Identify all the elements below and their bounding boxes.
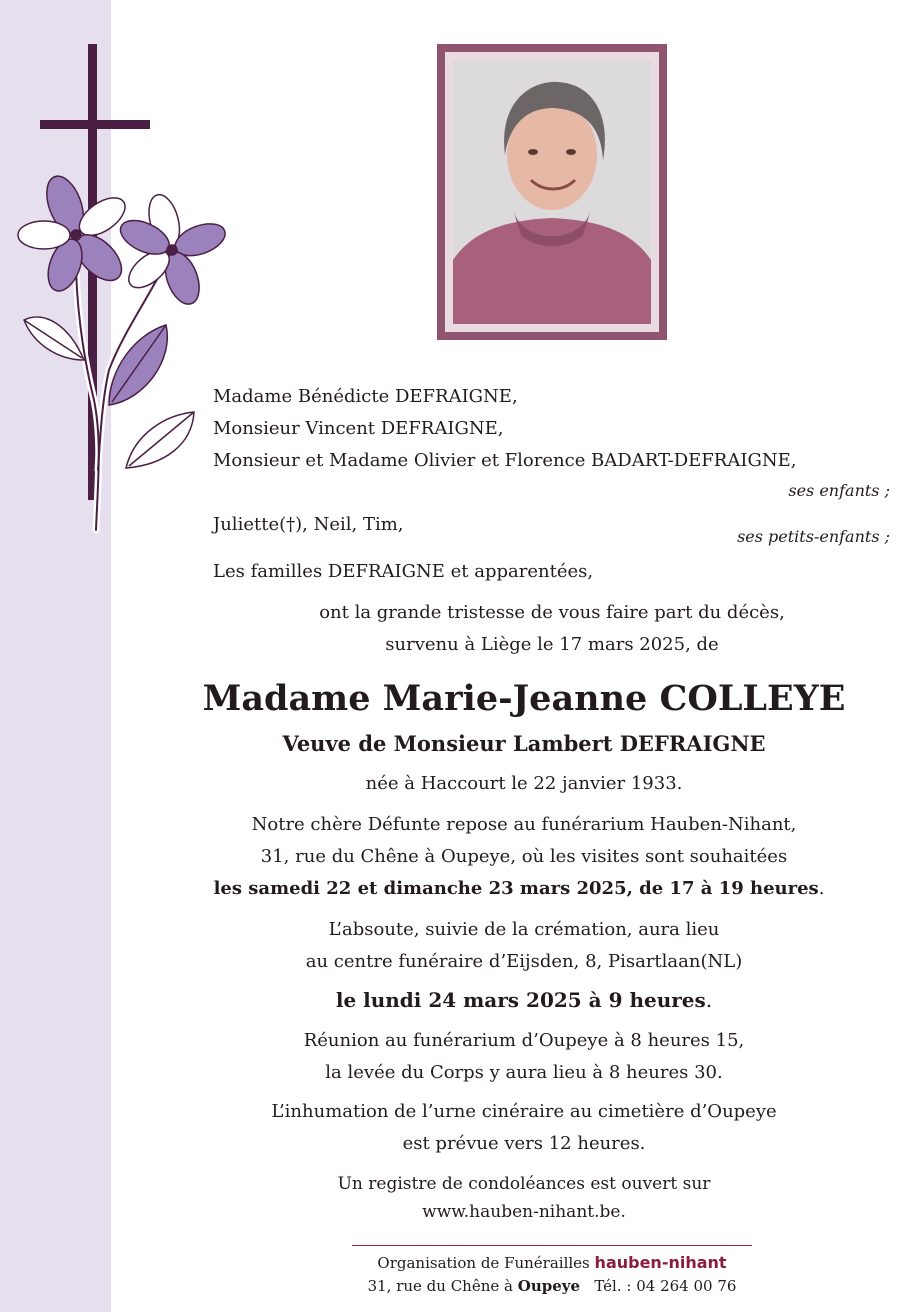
meeting-line-1: Réunion au funérarium d’Oupeye à 8 heures 15, <box>303 1030 745 1051</box>
flower-icon <box>18 171 229 308</box>
burial-line-1: L’inhumation de l’urne cinéraire au cimetière d’Oupeye <box>271 1101 777 1122</box>
registry-line-1: Un registre de condoléances est ouvert sur <box>337 1174 711 1194</box>
families-line: Les familles DEFRAIGNE et apparentées, <box>213 561 594 582</box>
ceremony-date <box>130 987 918 1013</box>
registry-url[interactable]: www.hauben-nihant.be. <box>422 1202 626 1222</box>
widow-line: Veuve de Monsieur Lambert DEFRAIGNE <box>282 731 766 756</box>
cross-flower-decoration <box>14 40 229 540</box>
family-line-1: Madame Bénédicte DEFRAIGNE, <box>213 386 518 407</box>
grandchildren-line: Juliette(†), Neil, Tim, <box>213 514 404 535</box>
burial-line-2: est prévue vers 12 heures. <box>402 1133 646 1154</box>
brand-logo: hauben-nihant <box>594 1253 727 1272</box>
photo-frame <box>437 44 667 340</box>
visits-dates-bold: les samedi 22 et dimanche 23 mars 2025, de 17 à 19 heures <box>213 878 819 899</box>
announcement-line-2: survenu à Liège le 17 mars 2025, de <box>385 634 719 655</box>
ceremony-date-bold: le lundi 24 mars 2025 à 9 heures <box>335 988 706 1012</box>
family-line-2: Monsieur Vincent DEFRAIGNE, <box>213 418 504 439</box>
role-children: ses enfants ; <box>788 481 890 500</box>
footer-phone: Tél. : 04 264 00 76 <box>594 1277 737 1295</box>
footer-org <box>300 1253 804 1273</box>
footer-town: Oupeye <box>517 1277 581 1295</box>
footer-org-prefix: Organisation de Funérailles <box>377 1254 590 1272</box>
ceremony-line-2: au centre funéraire d’Eijsden, 8, Pisartlaan(NL) <box>305 951 743 972</box>
family-line-3: Monsieur et Madame Olivier et Florence BADART-DEFRAIGNE, <box>213 450 797 471</box>
visits-dates-end: . <box>818 878 825 899</box>
visits-dates <box>120 878 918 900</box>
ceremony-line-1: L’absoute, suivie de la crémation, aura lieu <box>328 919 720 940</box>
announcement-line-1: ont la grande tristesse de vous faire part du décès, <box>319 602 785 623</box>
role-grandchildren: ses petits-enfants ; <box>737 527 890 546</box>
footer-address-prefix: 31, rue du Chêne à <box>367 1277 513 1295</box>
visits-line-2: 31, rue du Chêne à Oupeye, où les visites sont souhaitées <box>260 846 788 867</box>
visits-line-1: Notre chère Défunte repose au funérarium Hauben-Nihant, <box>251 814 797 835</box>
ceremony-date-end: . <box>705 988 713 1012</box>
photo-mat <box>445 52 659 332</box>
footer-address <box>300 1276 804 1296</box>
leaf-icon <box>24 317 194 468</box>
birth-line: née à Haccourt le 22 janvier 1933. <box>365 773 683 794</box>
portrait-photo-icon <box>453 60 651 324</box>
meeting-line-2: la levée du Corps y aura lieu à 8 heures 30. <box>325 1062 723 1083</box>
deceased-name: Madame Marie-Jeanne COLLEYE <box>202 678 846 719</box>
footer-divider <box>352 1245 752 1246</box>
